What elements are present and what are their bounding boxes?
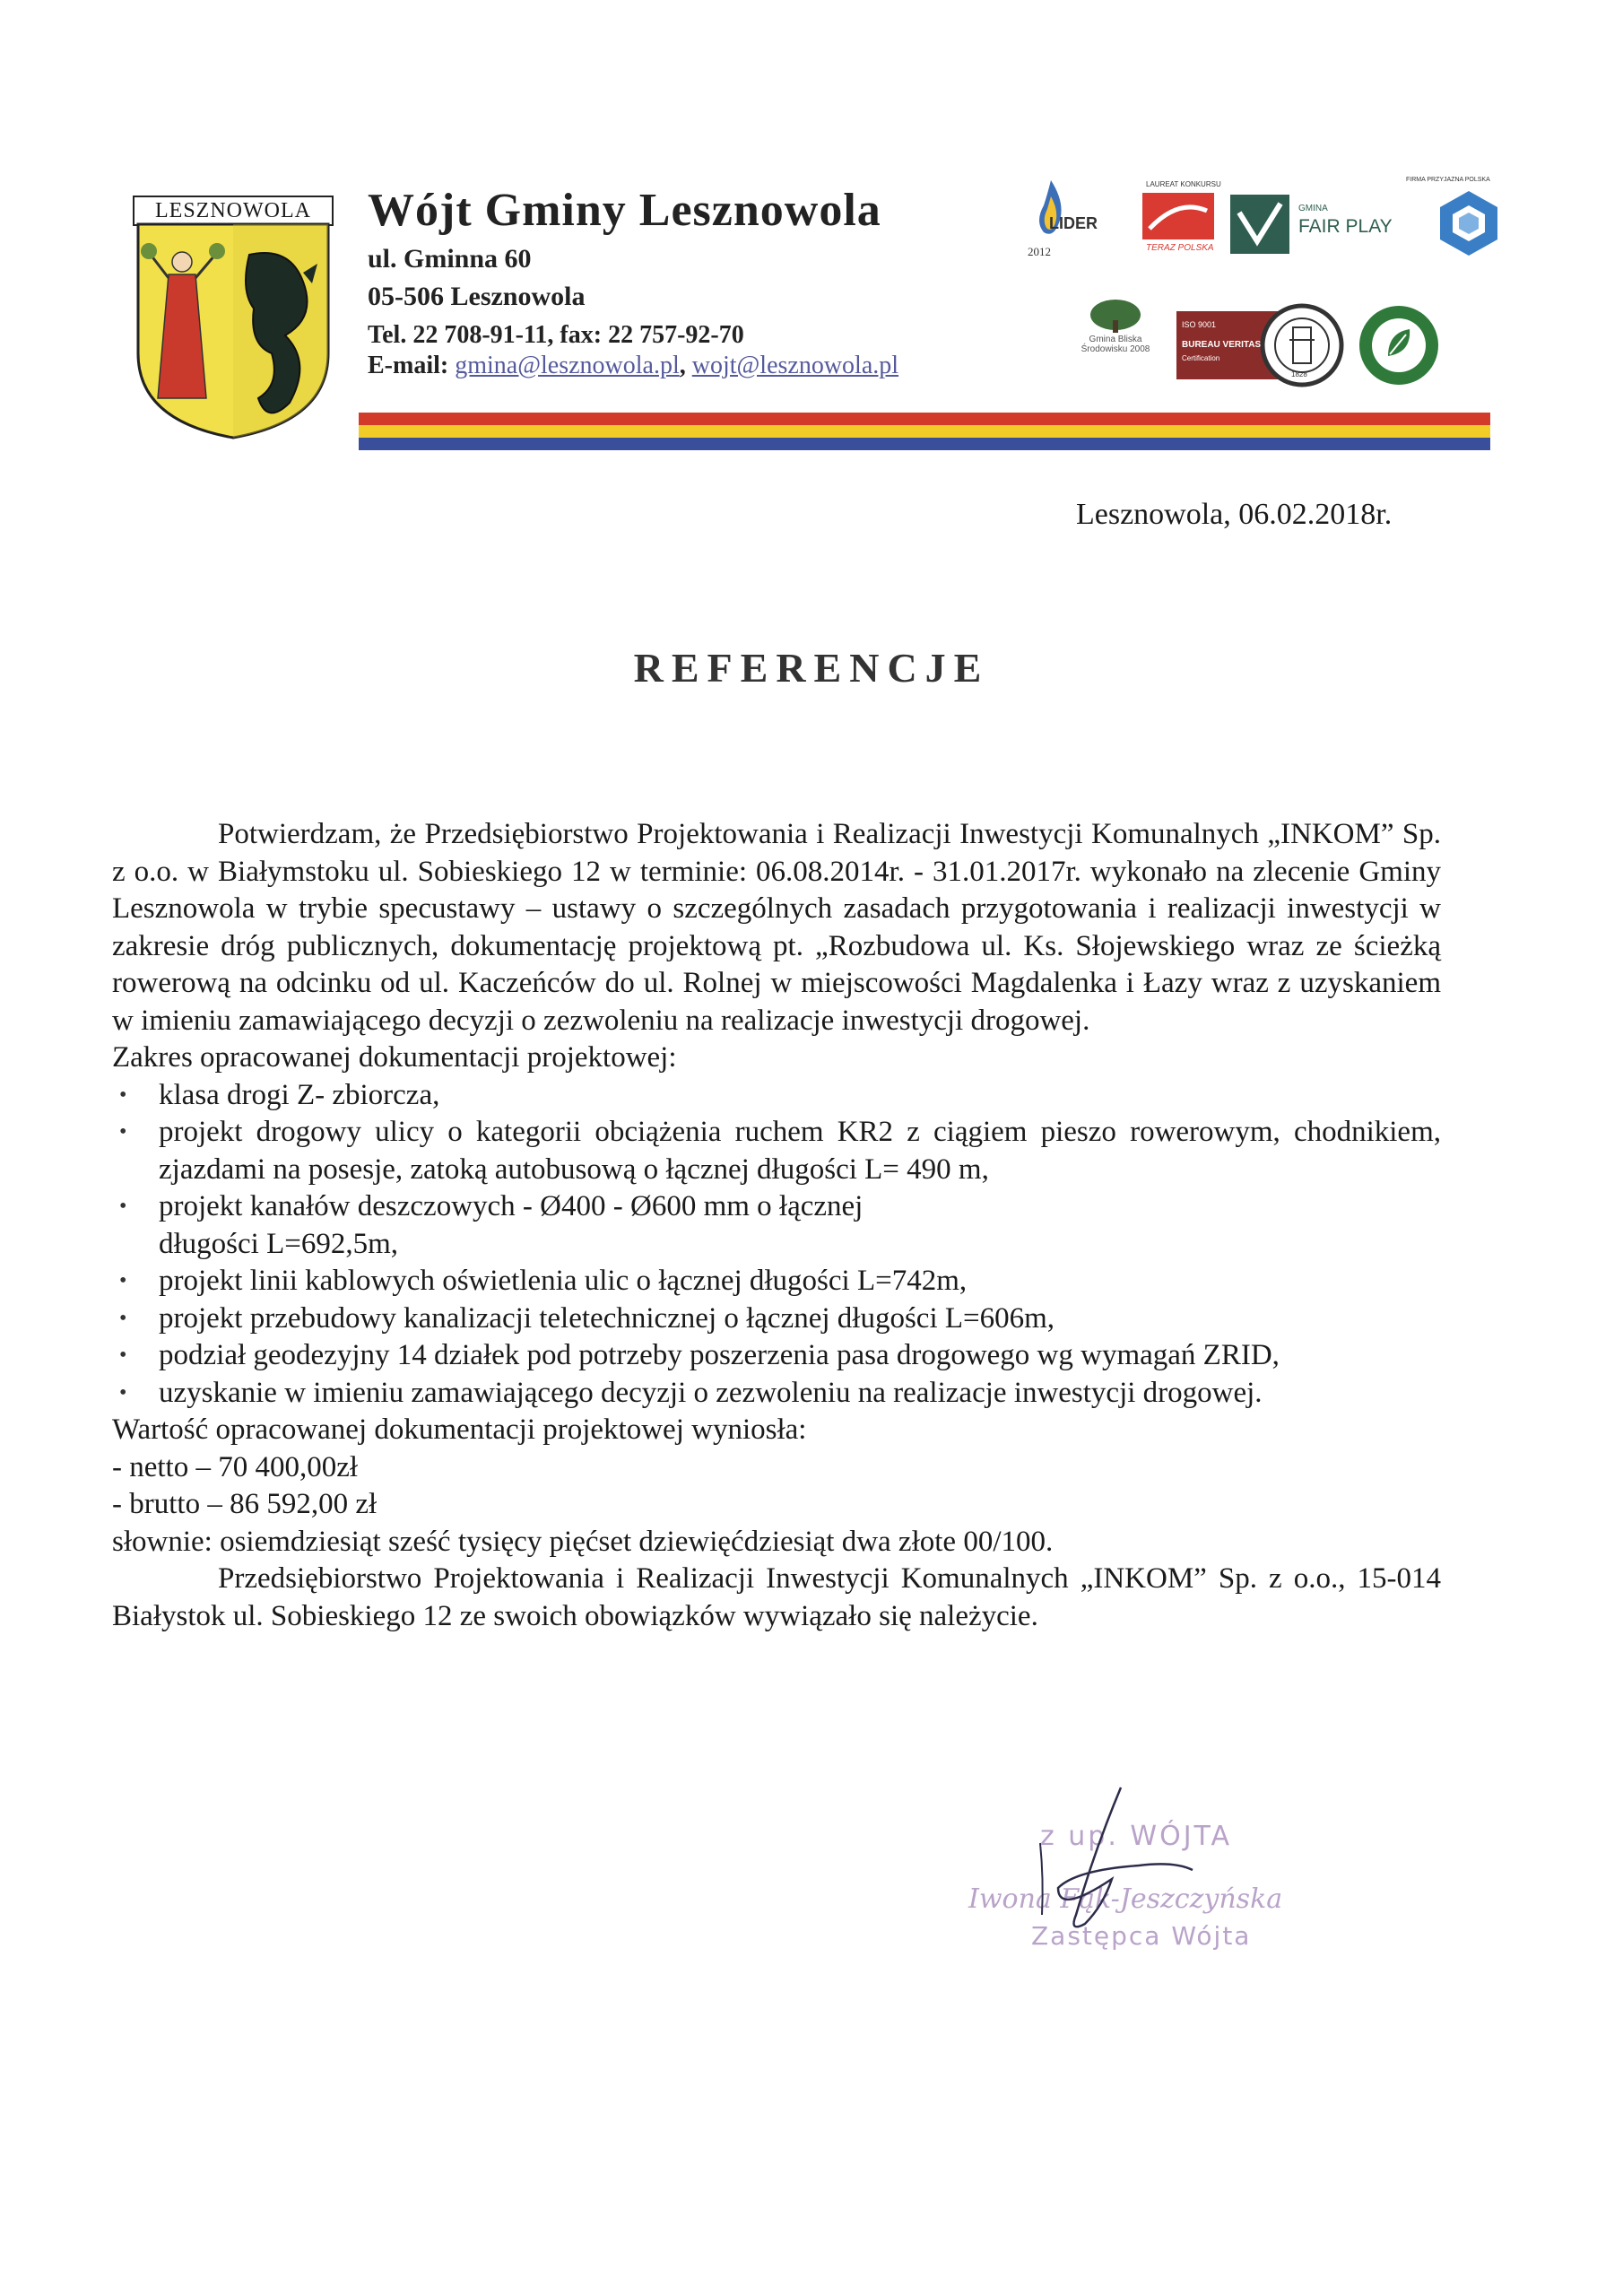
list-item: • projekt drogowy ulicy o kategorii obciążenia ruchem KR2 z ciągiem pieszo rowerowym, chodnikiem, zjazdami na posesje, zatoką autobusową o łącznej długości L= 490 m, <box>112 1114 1441 1188</box>
stripe-blue <box>359 438 1490 450</box>
stamp-line-authority: z up. WÓJTA <box>1040 1821 1233 1852</box>
gmina-bliska-text: Gmina Bliska Środowisku 2008 <box>1081 335 1150 354</box>
closing-paragraph: Przedsiębiorstwo Projektowania i Realizacji Inwestycji Komunalnych „INKOM” Sp. z o.o., 15-014 Białystok ul. Sobieskiego 12 ze swoich obowiązków wywiązało się należycie. <box>112 1562 1441 1632</box>
lider-text: LIDER <box>1049 214 1098 232</box>
tree-icon <box>1089 299 1142 333</box>
value-netto: - netto – 70 400,00zł <box>112 1450 359 1483</box>
list-item: • projekt kanałów deszczowych - Ø400 - Ø600 mm o łącznej długości L=692,5m, <box>112 1188 1441 1263</box>
office-title: Wójt Gminy Lesznowola <box>368 185 881 236</box>
document-title: REFERENCJE <box>633 645 990 691</box>
list-item: • projekt przebudowy kanalizacji teletechnicznej o łącznej długości L=606m, <box>112 1300 1441 1338</box>
iso-text: ISO 9001 <box>1182 320 1217 329</box>
teraz-polska-top-text: LAUREAT KONKURSU <box>1146 180 1221 188</box>
color-stripes <box>359 413 1490 450</box>
stamp-line-position: Zastępca Wójta <box>1031 1921 1252 1951</box>
email-link-wojt[interactable]: wojt@lesznowola.pl <box>691 352 899 379</box>
teraz-polska-text: TERAZ POLSKA <box>1146 243 1214 253</box>
stamp-line-name: Iwona Fąk-Jeszczyńska <box>968 1883 1283 1915</box>
teraz-polska-logo <box>1128 180 1227 270</box>
przyjazna-text: FIRMA PRZYJAZNA POLSKA <box>1406 177 1490 183</box>
email-separator: , <box>679 352 686 379</box>
list-item: • podział geodezyjny 14 działek pod potrzeby poszerzenia pasa drogowego wg wymagań ZRID, <box>112 1337 1441 1375</box>
contact-email <box>368 352 1013 380</box>
stripe-red <box>359 413 1490 425</box>
scope-list <box>112 1077 1441 1413</box>
lider-year: 2012 <box>1028 245 1051 258</box>
value-brutto: - brutto – 86 592,00 zł <box>112 1488 378 1520</box>
certification-logos <box>1022 175 1524 399</box>
lider-logo <box>1022 175 1121 265</box>
green-seal-logo <box>1356 302 1445 392</box>
list-item: • projekt linii kablowych oświetlenia ulic o łącznej długości L=742m, <box>112 1263 1441 1300</box>
list-item: • klasa drogi Z- zbiorcza, <box>112 1077 1441 1115</box>
letterhead <box>368 184 1013 380</box>
przyjazna-hexagon-icon <box>1433 187 1505 259</box>
coat-of-arms-shield-icon <box>133 219 334 441</box>
fair-play-check-icon <box>1230 195 1289 254</box>
date-line: Lesznowola, 06.02.2018r. <box>1076 498 1393 531</box>
crest-label: LESZNOWOLA <box>133 196 334 226</box>
intro-paragraph: Potwierdzam, że Przedsiębiorstwo Projektowania i Realizacji Inwestycji Komunalnych „INKOM” Sp. z o.o. w Białymstoku ul. Sobieskiego 12 w terminie: 06.08.2014r. - 31.01.2017r. wykonało na zlecenie Gminy Lesznowola w trybie specustawy – ustawy o szczególnych zasadach przygotowania i realizacji inwestycji w zakresie dróg publicznych, dokumentację projektową pt. „Rozbudowa ul. Ks. Słojewskiego wraz ze ścieżką rowerową na odcinku od ul. Kaczeńców do ul. Rolnej w miejscowości Magdalenka i Łazy wraz z uzyskaniem w imieniu zamawiającego decyzji o zezwoleniu na realizacje inwestycji drogowej. <box>112 818 1441 1037</box>
bureau-veritas-text: BUREAU VERITAS <box>1182 340 1262 350</box>
email-link-gmina[interactable]: gmina@lesznowola.pl <box>455 352 680 379</box>
list-item: • uzyskanie w imieniu zamawiającego decyzji o zezwoleniu na realizacje inwestycji drogowej. <box>112 1375 1441 1413</box>
fair-play-logo <box>1230 195 1410 266</box>
value-heading: Wartość opracowanej dokumentacji projektowej wyniosła: <box>112 1413 807 1446</box>
coat-of-arms <box>133 196 334 439</box>
contact-phone: Tel. 22 708-91-11, fax: 22 757-92-70 <box>368 321 744 349</box>
letter-body <box>112 816 1441 1635</box>
bureau-veritas-seal <box>1257 300 1347 390</box>
green-leaf-seal-icon <box>1356 302 1442 388</box>
bureau-veritas-sub-text: Certification <box>1182 354 1220 362</box>
handwritten-signature <box>1022 1780 1202 1960</box>
teraz-polska-flag-icon <box>1142 193 1214 239</box>
scope-heading: Zakres opracowanej dokumentacji projektowej: <box>112 1041 677 1074</box>
value-in-words: słownie: osiemdziesiąt sześć tysięcy pięćset dziewięćdziesiąt dwa złote 00/100. <box>112 1525 1054 1558</box>
fair-play-small-text: GMINA <box>1298 204 1328 213</box>
gmina-bliska-logo <box>1071 299 1169 379</box>
address-street: ul. Gminna 60 <box>368 244 532 274</box>
stripe-yellow <box>359 425 1490 438</box>
address-postal: 05-506 Lesznowola <box>368 282 586 311</box>
email-label: E-mail: <box>368 352 449 379</box>
przyjazna-logo <box>1406 177 1523 266</box>
fair-play-text: FAIR PLAY <box>1298 216 1393 237</box>
bureau-veritas-year: 1828 <box>1291 370 1307 378</box>
